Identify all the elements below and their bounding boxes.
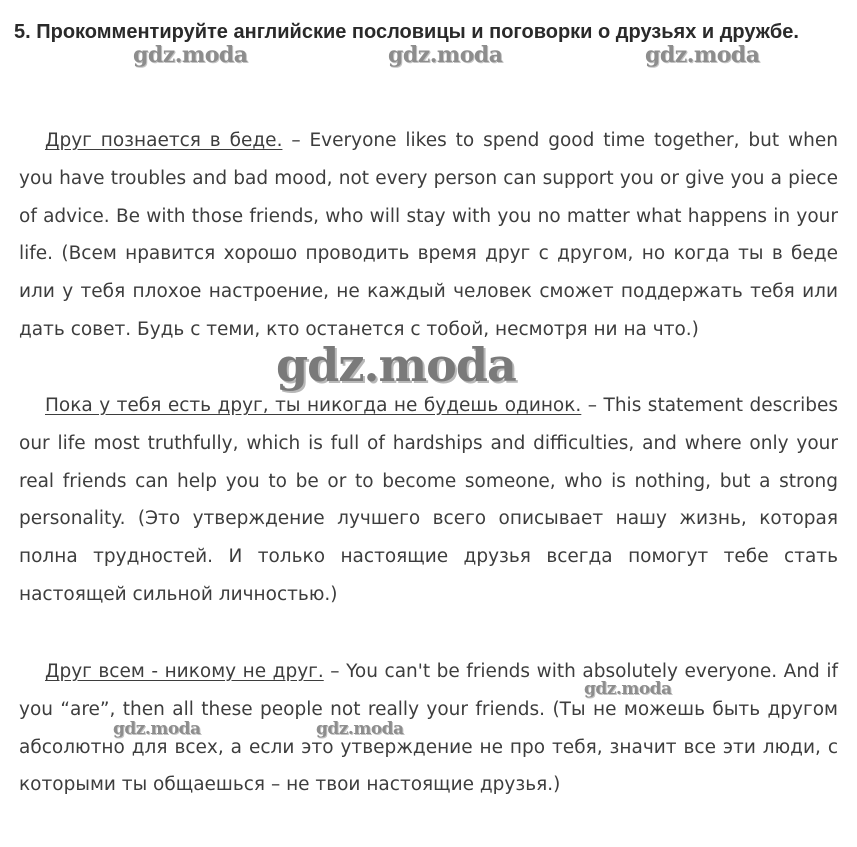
task-title: Прокомментируйте английские пословицы и поговорки о друзьях и дружбе.: [36, 21, 799, 43]
proverb-comment-3: – You can't be friends with absolutely everyone. And if you “are”, then all these people not really your friends. (Ты не можешь быть другом абсолютно для всех, а если это утверждение не про тебя, значит все эти люди, с которыми ты общаешься – не твои настоящие друзья.): [19, 661, 838, 796]
proverb-title-2: Пока у тебя есть друг, ты никогда не будешь одинок.: [45, 395, 582, 416]
watermark-logo: gdz.moda: [316, 719, 404, 739]
watermark-logo: gdz.moda: [276, 338, 516, 392]
watermark-logo: gdz.moda: [133, 42, 248, 68]
task-number: 5.: [14, 21, 31, 43]
watermark-logo: gdz.moda: [388, 42, 503, 68]
proverb-paragraph-1: [19, 122, 838, 349]
proverb-comment-2: – This statement describes our life most truthfully, which is full of hardships and difficulties, and where only your real friends can help you to be or to become someone, who is nothing, but a strong personality. (Это утверждение лучшего всего описывает нашу жизнь, которая полна трудностей. И только настоящие друзья всегда помогут тебе стать настоящей сильной личностью.): [19, 395, 838, 605]
watermark-logo: gdz.moda: [584, 679, 672, 699]
proverb-title-1: Друг познается в беде.: [45, 130, 283, 151]
watermark-logo: gdz.moda: [113, 719, 201, 739]
proverb-comment-1: – Everyone likes to spend good time together, but when you have troubles and bad mood, not every person can support you or give you a piece of advice. Be with those friends, who will stay with you no matter what happens in your life. (Всем нравится хорошо проводить время друг с другом, но когда ты в беде или у тебя плохое настроение, не каждый человек сможет поддержать тебя или дать совет. Будь с теми, кто останется с тобой, несмотря ни на что.): [19, 130, 838, 340]
proverb-paragraph-2: [19, 387, 838, 614]
watermark-logo: gdz.moda: [645, 42, 760, 68]
proverb-title-3: Друг всем - никому не друг.: [45, 661, 324, 682]
